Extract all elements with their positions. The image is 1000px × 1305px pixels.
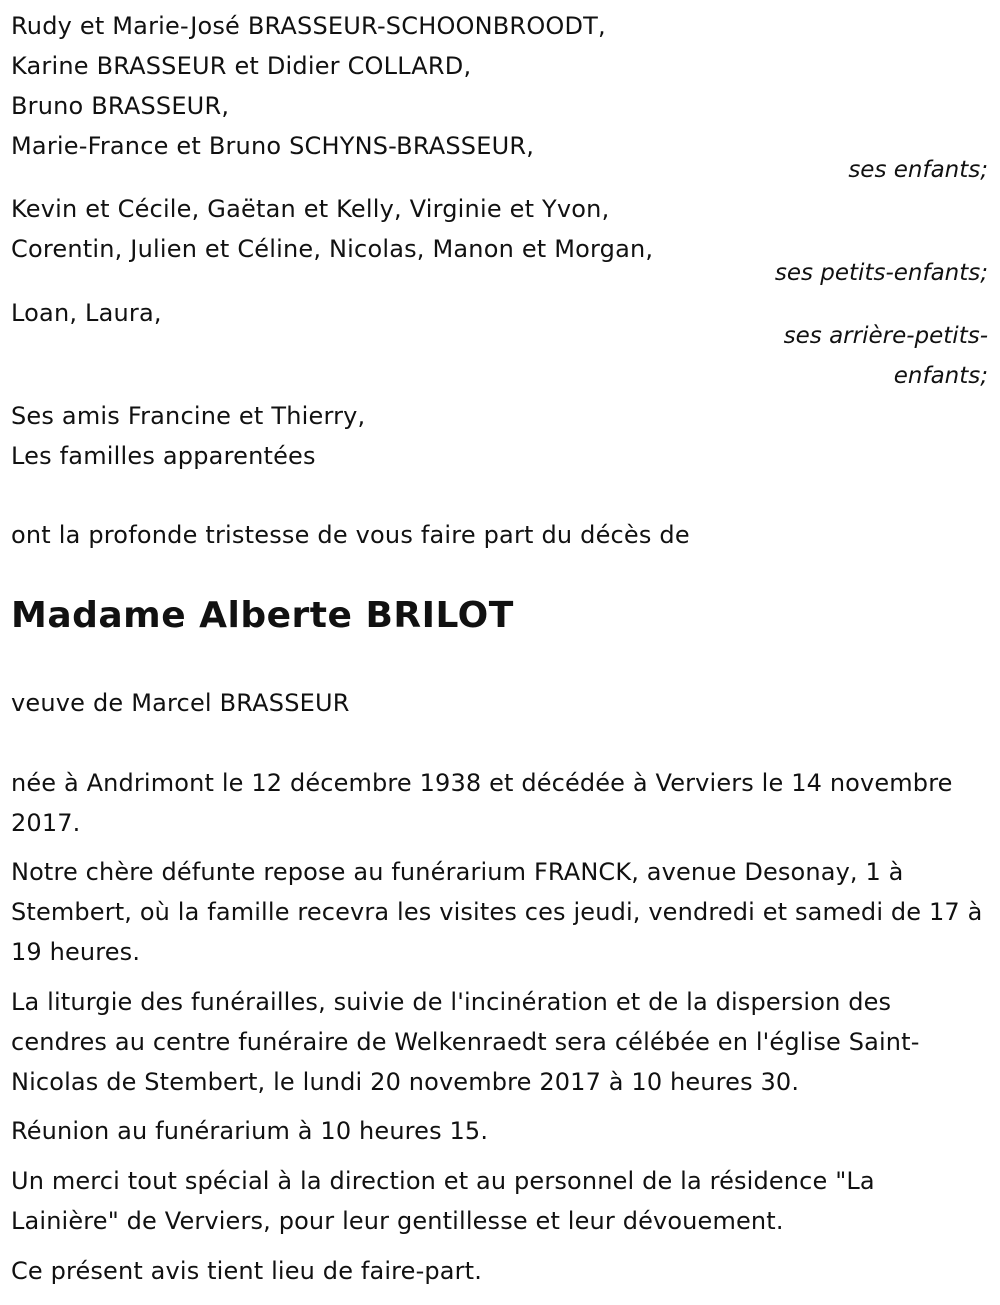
others-line: Les familles apparentées — [11, 442, 316, 470]
children-line: Rudy et Marie-José BRASSEUR-SCHOONBROODT, — [11, 12, 606, 40]
widow-of: veuve de Marcel BRASSEUR — [11, 689, 350, 717]
children-role: ses enfants; — [848, 157, 988, 183]
deceased-name: Madame Alberte BRILOT — [11, 595, 514, 636]
others-line: Ses amis Francine et Thierry, — [11, 402, 366, 430]
paragraph-thanks: Un merci tout spécial à la direction et au personnel de la résidence "La Lainière" de Verviers, pour leur gentillesse et leur dévouement. — [11, 1167, 875, 1235]
paragraph-birth-death: née à Andrimont le 12 décembre 1938 et décédée à Verviers le 14 novembre 2017. — [11, 769, 953, 837]
great-grandchildren-role: ses arrière-petits- — [783, 323, 988, 349]
great-grandchildren-line: Loan, Laura, — [11, 299, 162, 327]
paragraph-notice: Ce présent avis tient lieu de faire-part. — [11, 1257, 482, 1285]
paragraph-liturgy: La liturgie des funérailles, suivie de l'incinération et de la dispersion des cendres au centre funéraire de Welkenraedt sera célébée en l'église Saint-Nicolas de Stembert, le lundi 20 novembre 2017 à 10 heures 30. — [11, 988, 920, 1096]
children-line: Bruno BRASSEUR, — [11, 92, 230, 120]
announcement: ont la profonde tristesse de vous faire part du décès de — [11, 521, 690, 549]
grandchildren-line: Kevin et Cécile, Gaëtan et Kelly, Virginie et Yvon, — [11, 195, 610, 223]
paragraph-meeting: Réunion au funérarium à 10 heures 15. — [11, 1117, 489, 1145]
children-line: Karine BRASSEUR et Didier COLLARD, — [11, 52, 472, 80]
children-line: Marie-France et Bruno SCHYNS-BRASSEUR, — [11, 132, 535, 160]
paragraph-funerarium: Notre chère défunte repose au funérarium FRANCK, avenue Desonay, 1 à Stembert, où la famille recevra les visites ces jeudi, vendredi et samedi de 17 à 19 heures. — [11, 858, 983, 966]
grandchildren-role: ses petits-enfants; — [774, 260, 988, 286]
great-grandchildren-role: enfants; — [893, 363, 988, 389]
grandchildren-line: Corentin, Julien et Céline, Nicolas, Manon et Morgan, — [11, 235, 654, 263]
